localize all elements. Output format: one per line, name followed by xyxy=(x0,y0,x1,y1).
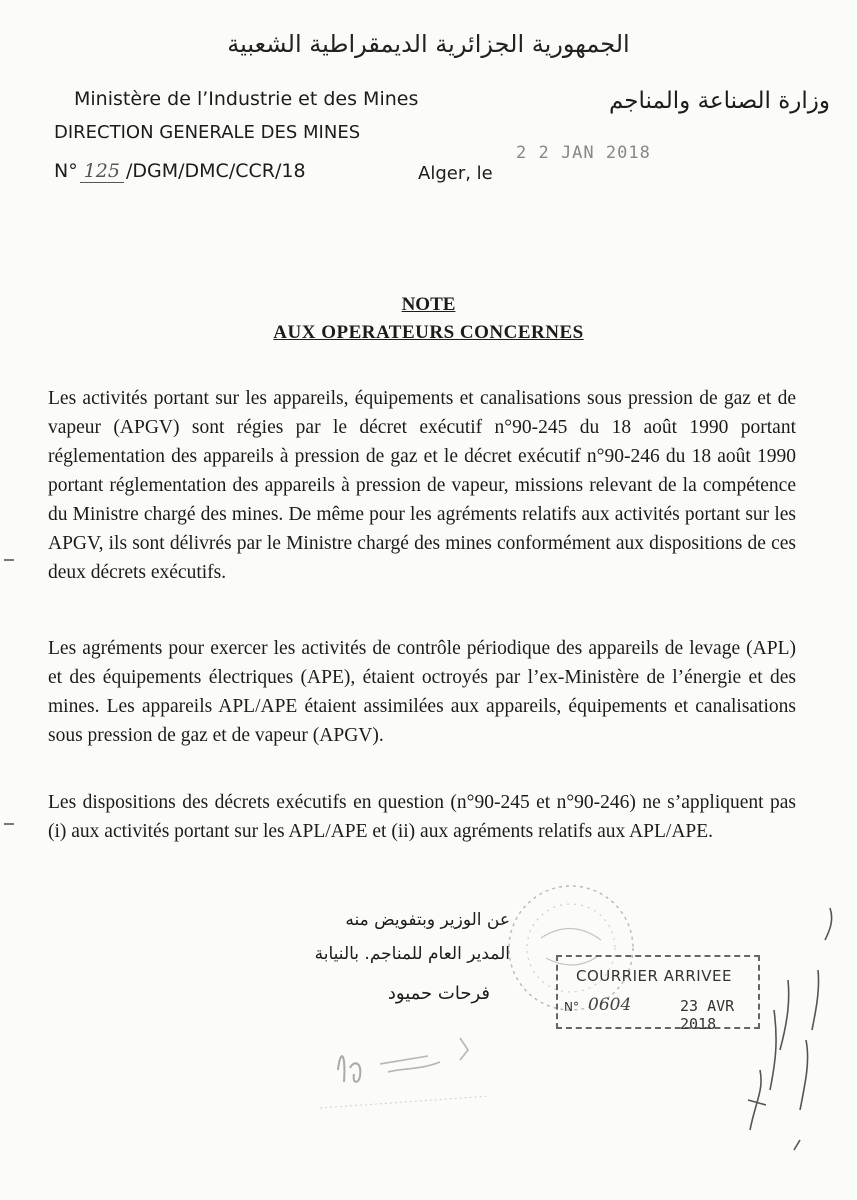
body-paragraph-1: Les activités portant sur les appareils, équipements et canalisations sous pression de gaz et de vapeur (APGV) sont régies par le décret exécutif n°90-245 du 18 août 1990 portant réglementation des appareils à pression de gaz et le décret exécutif n°90-246 du 18 août 1990 portant réglementation des appareils à pression de vapeur, missions relevant de la compétence du Ministre chargé des mines. De même pour les agréments relatifs aux activités portant sur les APGV, ils sont délivrés par le Ministre chargé des mines conformément aux dispositions de ces deux décrets exécutifs. xyxy=(48,388,796,583)
handwritten-annotation-icon xyxy=(730,900,850,1160)
reference-line xyxy=(54,160,306,182)
stamp-number-label: N° xyxy=(564,1000,579,1014)
reference-number: 125 xyxy=(80,160,124,183)
stamp-number: 0604 xyxy=(588,995,632,1015)
page-edge-marks-icon xyxy=(0,0,20,1200)
republic-title-arabic: الجمهورية الجزائرية الديمقراطية الشعبية xyxy=(227,30,630,58)
body-paragraph-2: Les agréments pour exercer les activités de contrôle périodique des appareils de levage (APL) et des équipements électriques (APE), étaient octroyés par l’ex-Ministère de l’énergie et des mines. Les appareils APL/APE étaient assimilées aux appareils, équipements et canalisations sous pression de gaz et de vapeur (APGV). xyxy=(48,638,796,746)
ministry-name-arabic: وزارة الصناعة والمناجم xyxy=(608,88,830,114)
ministry-name-french: Ministère de l’Industrie et des Mines xyxy=(74,88,419,110)
stamp-label: COURRIER ARRIVEE xyxy=(576,967,732,985)
note-title: NOTE xyxy=(401,294,456,315)
direction-name-french: DIRECTION GENERALE DES MINES xyxy=(54,122,361,143)
handwritten-signature-icon xyxy=(310,1010,510,1120)
note-subtitle: AUX OPERATEURS CONCERNES xyxy=(273,322,584,343)
body-paragraph-3: Les dispositions des décrets exécutifs en question (n°90-245 et n°90-246) ne s’appliquent pas (i) aux activités portant sur les APL/APE et (ii) aux agréments relatifs aux APL/APE. xyxy=(48,792,796,842)
signatory-name: فرحات حميود xyxy=(387,983,490,1004)
reference-prefix: N° xyxy=(54,160,78,182)
date-stamp: 2 2 JAN 2018 xyxy=(516,143,651,163)
place-label: Alger, le xyxy=(418,163,493,184)
signature-line-1: عن الوزير وبتفويض منه xyxy=(345,910,510,930)
signature-line-2: المدير العام للمناجم. بالنيابة xyxy=(314,944,510,964)
stamp-date: 23 AVR 2018 xyxy=(680,997,735,1033)
reference-suffix: /DGM/DMC/CCR/18 xyxy=(125,160,306,182)
